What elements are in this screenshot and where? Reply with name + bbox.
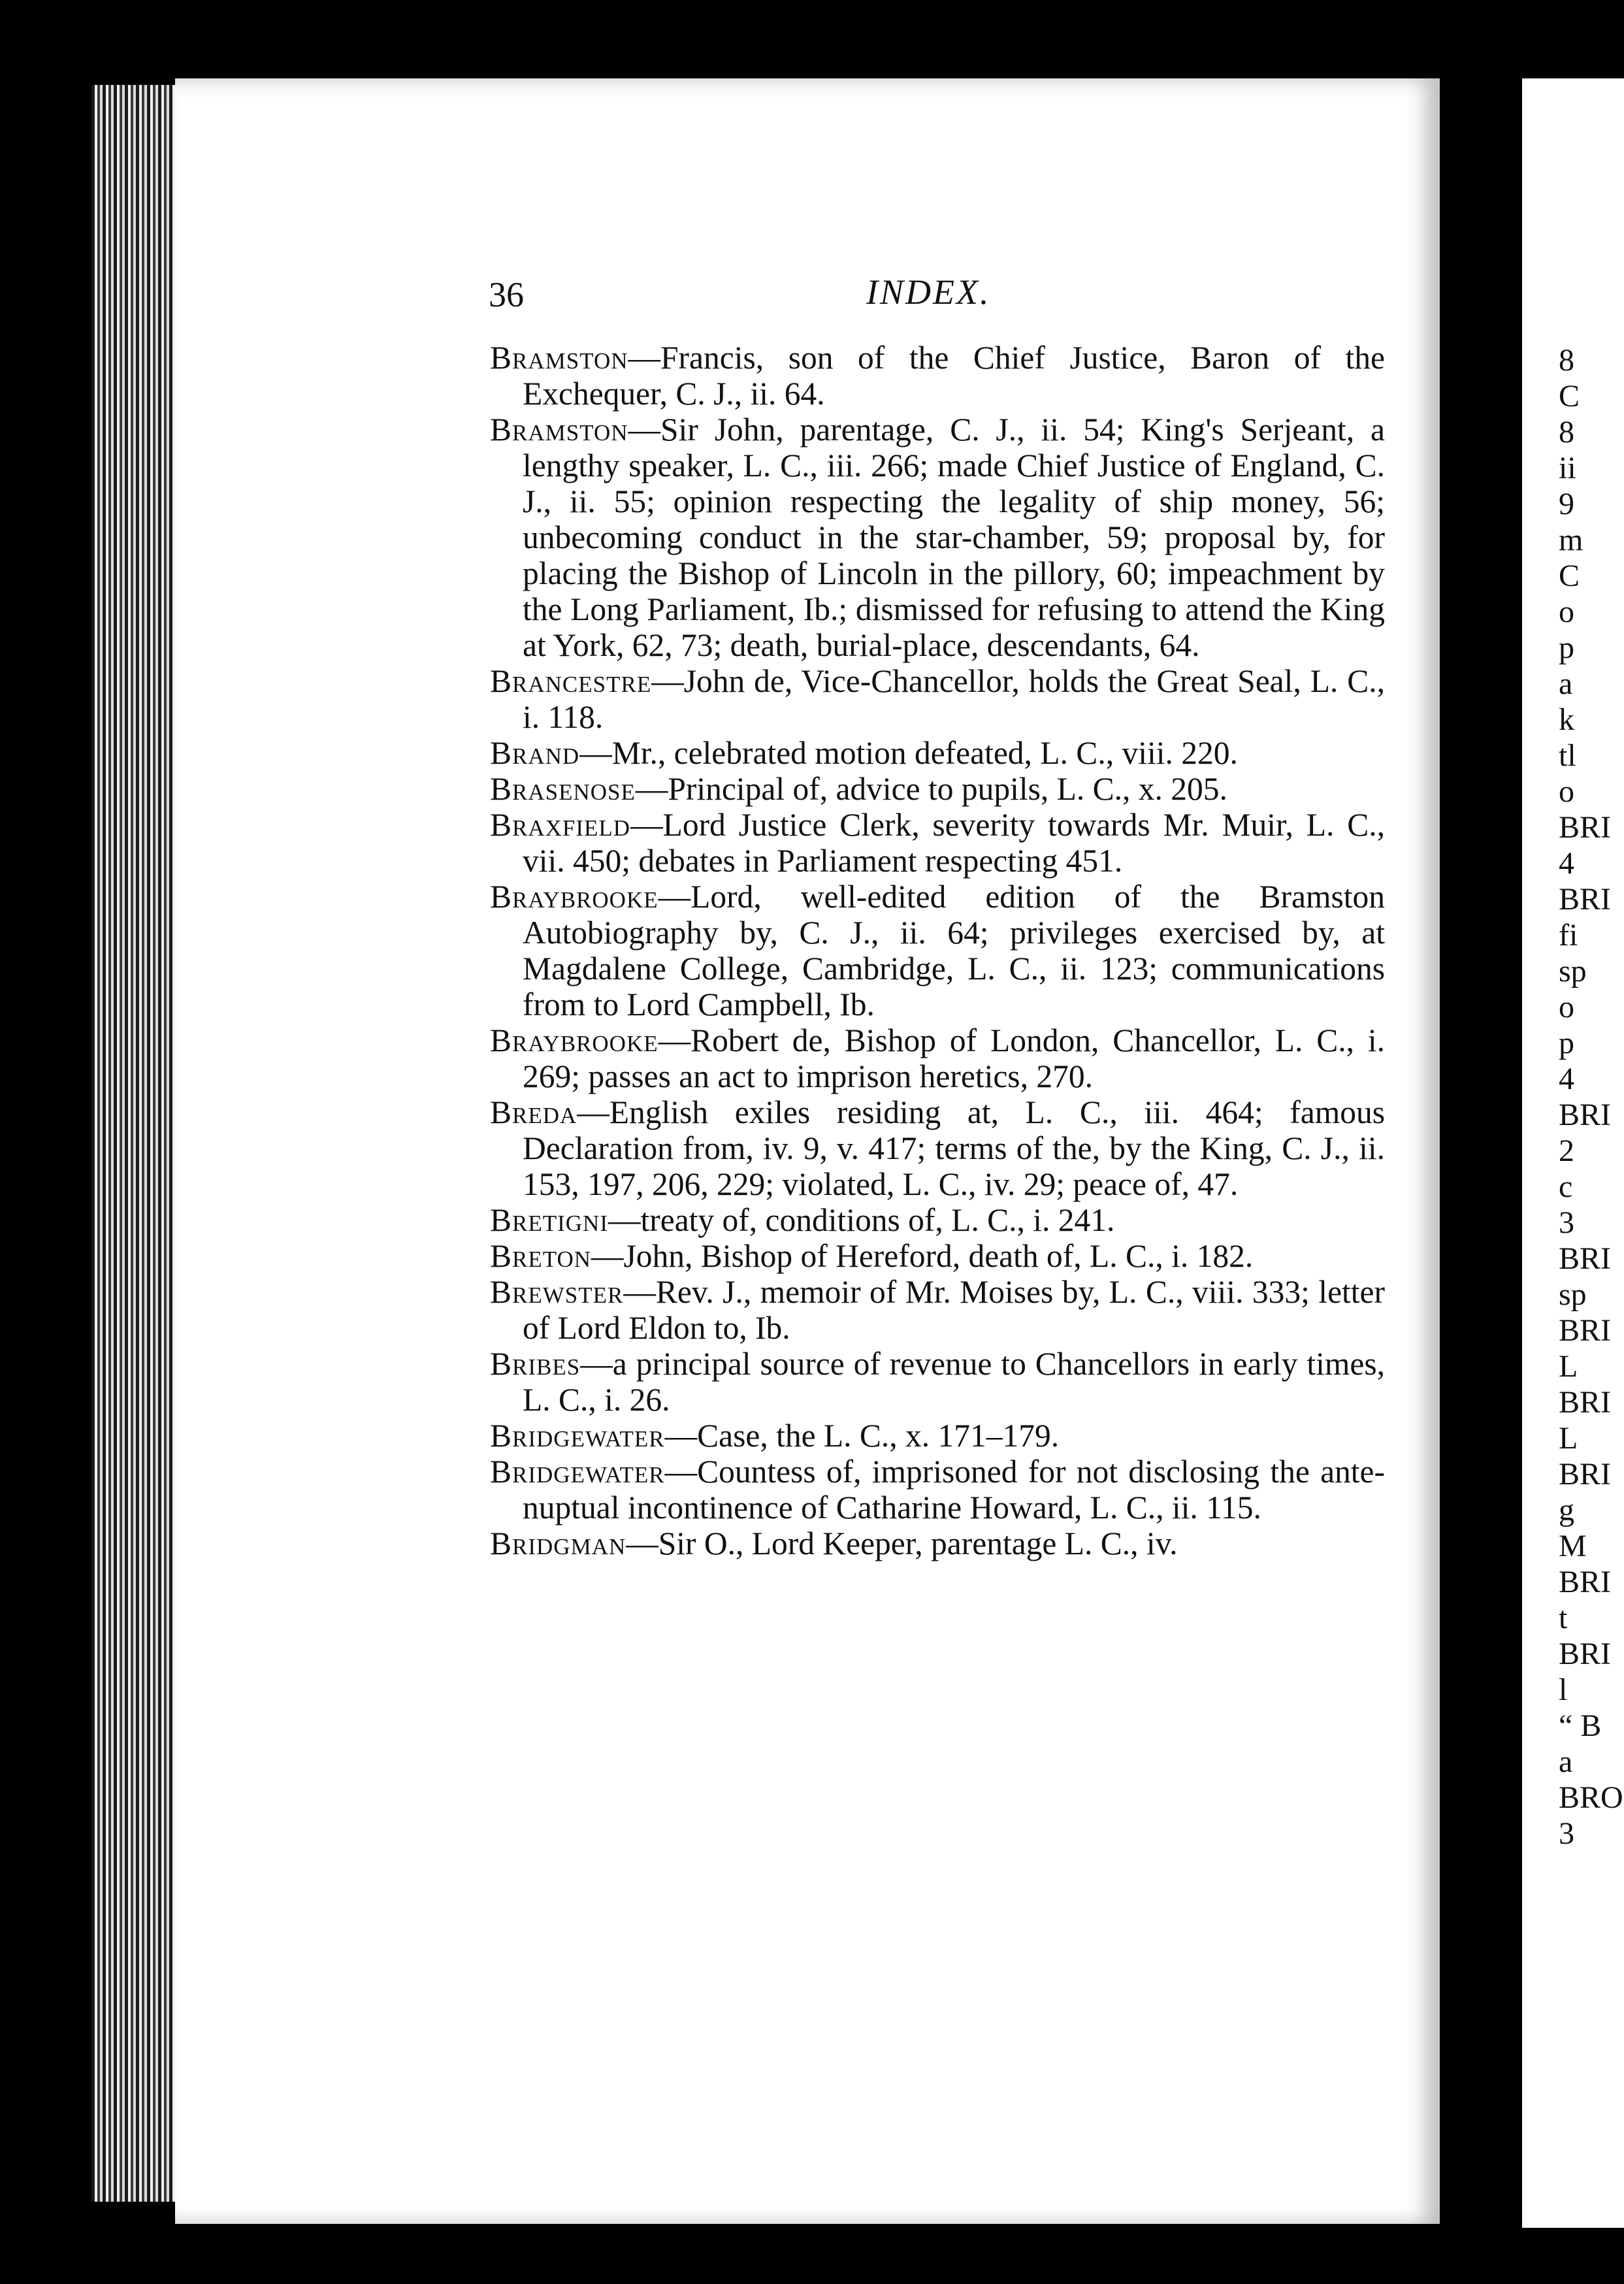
index-entry — [490, 879, 1385, 1022]
entry-heading: Bribes — [490, 1346, 581, 1382]
index-entry — [490, 412, 1385, 663]
entry-text: —Lord Justice Clerk, severity towards Mr. Muir, L. C., vii. 450; debates in Parliament respecting 451. — [523, 807, 1385, 879]
entry-heading: Braxfield — [490, 807, 631, 843]
facing-page-fragment: o — [1559, 990, 1574, 1024]
facing-page-fragment: o — [1559, 774, 1574, 809]
page-edges — [91, 85, 176, 2202]
entry-text: —Mr., celebrated motion defeated, L. C., viii. 220. — [579, 735, 1238, 771]
entry-heading: Bridgewater — [490, 1418, 665, 1454]
facing-page-fragment: a — [1559, 1744, 1573, 1779]
facing-page-fragment: BRI — [1559, 1457, 1612, 1492]
facing-page-fragment: fi — [1559, 918, 1578, 953]
index-entry — [490, 1238, 1385, 1274]
entry-heading: Bretigni — [490, 1202, 608, 1238]
index-entries — [490, 340, 1385, 1561]
facing-page-fragment: m — [1559, 523, 1583, 557]
entry-heading: Brancestre — [490, 663, 652, 699]
entry-text: —Francis, son of the Chief Justice, Baron of the Exchequer, C. J., ii. 64. — [523, 340, 1385, 412]
entry-text: —John de, Vice-Chancellor, holds the Great Seal, L. C., i. 118. — [523, 663, 1385, 735]
facing-page-fragment: 2 — [1559, 1134, 1574, 1168]
facing-page-fragment: sp — [1559, 1277, 1587, 1312]
entry-heading: Bridgman — [490, 1525, 626, 1561]
facing-page-edge — [1522, 78, 1624, 2228]
entry-heading: Bridgewater — [490, 1454, 665, 1490]
facing-page-fragment: BRI — [1559, 1565, 1612, 1599]
index-entry — [490, 735, 1385, 771]
facing-page-fragment: BRI — [1559, 882, 1612, 917]
facing-page-fragment: L — [1559, 1421, 1578, 1456]
entry-heading: Braybrooke — [490, 1022, 658, 1058]
entry-text: —John, Bishop of Hereford, death of, L. C., i. 182. — [591, 1238, 1254, 1274]
entry-heading: Breda — [490, 1094, 577, 1130]
entry-text: —Principal of, advice to pupils, L. C., x. 205. — [635, 771, 1227, 807]
facing-page-fragment: “ B — [1559, 1708, 1602, 1743]
index-entry — [490, 1418, 1385, 1454]
facing-page-fragment: a — [1559, 666, 1573, 701]
facing-page-fragment: BRI — [1559, 810, 1612, 845]
entry-text: —Sir John, parentage, C. J., ii. 54; King's Serjeant, a lengthy speaker, L. C., iii. 266; made Chief Justice of England, C. J., ii. 55; opinion respecting the legality of ship money, 56; unbecoming conduct in the star-chamber, 59; proposal by, for placing the Bishop of Lincoln in the pillory, 60; impeachment by the Long Parliament, Ib.; dismissed for refusing to attend the King at York, 62, 73; death, burial-place, descendants, 64. — [523, 412, 1385, 663]
facing-page-fragment: C — [1559, 379, 1580, 414]
facing-page-fragment: g — [1559, 1493, 1574, 1527]
facing-page-fragment: p — [1559, 630, 1574, 665]
entry-text: —English exiles residing at, L. C., iii. 464; famous Declaration from, iv. 9, v. 417; terms of the, by the King, C. J., ii. 153, 197, 206, 229; violated, L. C., iv. 29; peace of, 47. — [523, 1094, 1385, 1202]
facing-page-fragment: p — [1559, 1026, 1574, 1060]
entry-text: —a principal source of revenue to Chancellors in early times, L. C., i. 26. — [523, 1346, 1385, 1418]
index-entry — [490, 1346, 1385, 1418]
entry-heading: Brasenose — [490, 771, 636, 807]
entry-heading: Braybrooke — [490, 879, 658, 915]
facing-page-fragment: 4 — [1559, 846, 1574, 881]
facing-page-fragment: sp — [1559, 954, 1587, 988]
facing-page-fragment: C — [1559, 559, 1580, 593]
entry-heading: Brand — [490, 735, 580, 771]
entry-text: —Robert de, Bishop of London, Chancellor, L. C., i. 269; passes an act to imprison heretics, 270. — [523, 1022, 1385, 1094]
facing-page-fragment: 9 — [1559, 487, 1574, 521]
entry-heading: Bramston — [490, 340, 628, 376]
index-entry — [490, 1274, 1385, 1346]
facing-page-fragment: L — [1559, 1349, 1578, 1384]
facing-page-fragment: tl — [1559, 738, 1576, 773]
facing-page-fragment: 3 — [1559, 1205, 1574, 1240]
entry-text: —Rev. J., memoir of Mr. Moises by, L. C., viii. 333; letter of Lord Eldon to, Ib. — [523, 1274, 1385, 1346]
facing-page-fragment: k — [1559, 702, 1574, 737]
entry-text: —treaty of, conditions of, L. C., i. 241. — [608, 1202, 1115, 1238]
running-head: INDEX. — [866, 272, 991, 312]
facing-page-fragment: BRI — [1559, 1241, 1612, 1276]
index-entry — [490, 340, 1385, 412]
facing-page-fragment: 3 — [1559, 1816, 1574, 1851]
index-entry — [490, 663, 1385, 735]
entry-text: —Case, the L. C., x. 171–179. — [664, 1418, 1060, 1454]
facing-page-fragment: BRI — [1559, 1385, 1612, 1420]
facing-page-fragment: BRI — [1559, 1313, 1612, 1348]
facing-page-fragment: o — [1559, 595, 1574, 629]
facing-page-fragment: t — [1559, 1601, 1568, 1635]
index-entry — [490, 1525, 1385, 1561]
facing-page-fragment: BRI — [1559, 1637, 1612, 1671]
facing-page-fragment: c — [1559, 1169, 1573, 1204]
index-entry — [490, 807, 1385, 879]
entry-heading: Brewster — [490, 1274, 624, 1310]
facing-page-fragment: 4 — [1559, 1062, 1574, 1096]
page-number: 36 — [489, 275, 524, 314]
facing-page-fragment: BRO — [1559, 1780, 1623, 1815]
index-entry — [490, 1022, 1385, 1094]
index-entry — [490, 1454, 1385, 1525]
entry-heading: Breton — [490, 1238, 592, 1274]
facing-page-fragment: M — [1559, 1529, 1587, 1563]
index-entry — [490, 1202, 1385, 1238]
facing-page-fragment: BRI — [1559, 1098, 1612, 1132]
entry-text: —Lord, well-edited edition of the Bramston Autobiography by, C. J., ii. 64; privileges exercised by, at Magdalene College, Cambridge, L. C., ii. 123; communications from to Lord Campbell, Ib. — [523, 879, 1385, 1022]
facing-page-fragment: 8 — [1559, 343, 1574, 378]
facing-page-fragment: ii — [1559, 451, 1576, 485]
facing-page-fragment: l — [1559, 1672, 1568, 1707]
facing-page-fragment: 8 — [1559, 415, 1574, 449]
index-entry — [490, 771, 1385, 807]
entry-heading: Bramston — [490, 412, 628, 448]
index-entry — [490, 1094, 1385, 1202]
entry-text: —Countess of, imprisoned for not disclosing the ante-nuptual incontinence of Catharine Howard, L. C., ii. 115. — [523, 1454, 1385, 1525]
entry-text: —Sir O., Lord Keeper, parentage L. C., iv. — [626, 1525, 1178, 1561]
